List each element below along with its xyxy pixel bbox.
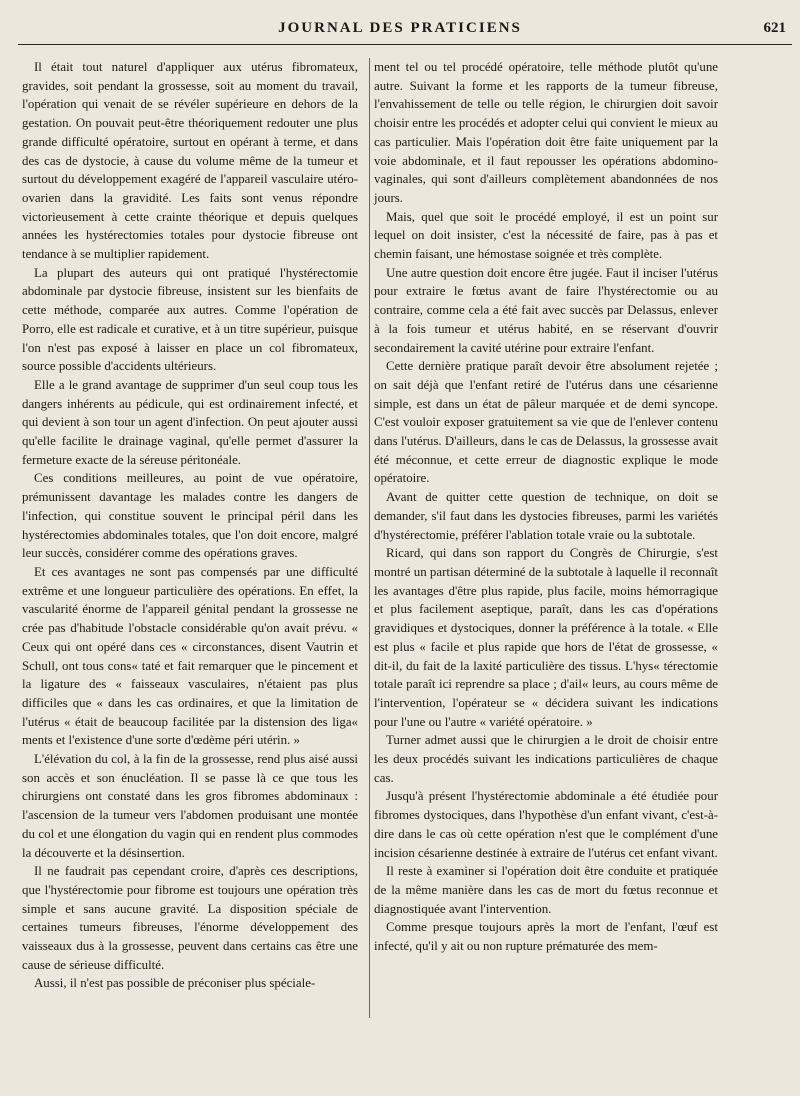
journal-title: JOURNAL DES PRATICIENS (278, 20, 522, 36)
paragraph: Aussi, il n'est pas possible de préconiser plus spéciale- (34, 976, 316, 991)
paragraph: L'élévation du col, à la fin de la grossesse, rend plus aisé aussi son accès et son énucléation. Il se passe là ce que tous les chirurgiens ont constaté dans les gros fibromes abdominaux : l'ascension de la tumeur vers l'abdomen produisant une montée du col et une élongation du vagin qui en rendent plus commodes la découverte et la désinsertion. (22, 752, 358, 860)
paragraph: ment tel ou tel procédé opératoire, telle méthode plutôt qu'une autre. Suivant la forme et les rapports de la tumeur fibreuse, l'envahissement de telle ou telle région, le chirurgien doit savoir choisir entre les procédés et adopter celui qui convient le mieux au cas particulier. Mais l'opération doit être faite uniquement par la voie abdominale, et il faut repousser les opérations abdomino-vaginales, qui sont d'ailleurs complètement abandonnées de nos jours. (374, 60, 718, 205)
paragraph: Cette dernière pratique paraît devoir être absolument rejetée ; on sait déjà que l'enfant retiré de l'utérus dans une césarienne simple, est dans un état de pâleur marquée et de demi syncope. C'est vouloir exposer gratuitement sa vie que de l'enlever contenu dans l'utérus. D'ailleurs, dans le cas de Delassus, la grossesse avait été méconnue, et cette erreur de diagnostic explique le mode opératoire. (374, 359, 718, 486)
paragraph: Et ces avantages ne sont pas compensés par une difficulté extrême et une longueur particulière des opérations. En effet, la vascularité énorme de l'appareil génital pendant la grossesse ne crée pas d'habitude l'obstacle considérable qu'on avait prévu. « Ceux qui ont opéré dans ces « circonstances, disent Vautrin et Schull, ont tous cons« taté et fait remarquer que le pincement et la ligature des « faisseaux vasculaires, n'étaient pas plus difficiles que « dans les cas ordinaires, et que la limitation de l'utérus « était de beaucoup facilitée par la distension des liga« ments et l'existence d'une sorte d'œdème péri utérin. » (22, 564, 358, 748)
paragraph: Il ne faudrait pas cependant croire, d'après ces descriptions, que l'hystérectomie pour fibrome est toujours une opération très simple et sans aucune gravité. La disposition spéciale de certaines tumeurs fibreuses, l'énorme développement des vaisseaux dus à la grossesse, peuvent dans certains cas être une cause de sérieuse difficulté. (22, 864, 358, 972)
header-rule (18, 44, 792, 45)
paragraph: Une autre question doit encore être jugée. Faut il inciser l'utérus pour extraire le fœtus avant de faire l'hystérectomie ou au contraire, comme cela a été fait avec succès par Delassus, enlever à la fois tumeur et utérus habité, en se réservant d'ouvrir secondairement la cavité utérine pour extraire l'enfant. (374, 265, 718, 355)
page-number: 621 (763, 20, 786, 36)
paragraph: Turner admet aussi que le chirurgien a le droit de choisir entre les deux procédés suivant les indications particulières de chaque cas. (374, 733, 718, 785)
paragraph: Il reste à examiner si l'opération doit être conduite et pratiquée de la même manière dans les cas de mort du fœtus reconnue et diagnostiquée avant l'intervention. (374, 864, 718, 916)
paragraph: Il était tout naturel d'appliquer aux utérus fibromateux, gravides, soit pendant la grossesse, soit au moment du travail, l'opération qui venait de se révéler supérieure en dehors de la gestation. On pouvait peut-être théoriquement redouter une plus grande difficulté opératoire, surtout en opérant à terme, et dans des cas de dystocie, à cause du volume même de la tumeur et surtout du développement exagéré de l'appareil vasculaire utéro-ovarien dans la gravidité. Les faits sont venus répondre victorieusement à cette crainte théorique et depuis quelques années les hystérectomies totales pour dystocie fibreuse ont tendance à se multiplier rapidement. (22, 60, 358, 262)
paragraph: Comme presque toujours après la mort de l'enfant, l'œuf est infecté, qu'il y ait ou non rupture prématurée des mem- (374, 920, 718, 954)
left-column (22, 58, 358, 993)
running-header (0, 0, 800, 46)
column-divider (369, 58, 370, 1018)
paragraph: Jusqu'à présent l'hystérectomie abdominale a été étudiée pour fibromes dystociques, dans l'hypothèse d'un enfant vivant, c'est-à-dire dans le cas où cette opération n'est que le complément d'une incision césarienne destinée à extraire de l'utérus cet enfant vivant. (374, 789, 718, 860)
paragraph: Ces conditions meilleures, au point de vue opératoire, prémunissent davantage les malades contre les dangers de l'infection, qui constitue souvent le principal péril dans les hystérectomies abdominales totales, que l'on doit encore, malgré leur succès, considérer comme des opérations graves. (22, 471, 358, 561)
paragraph: Ricard, qui dans son rapport du Congrès de Chirurgie, s'est montré un partisan déterminé de la subtotale à laquelle il reconnaît les avantages d'être plus rapide, plus facile, moins hémorragique et plus facilement aseptique, paraît, dans les cas d'opérations gravidiques et dystociques, donner la préférence à la totale. « Elle est plus « facile et plus rapide que hors de l'état de grossesse, « dit-il, du fait de la laxité particulière des tissus. L'hys« térectomie totale paraît ici reprendre sa place ; d'ail« leurs, au cours même de l'intervention, l'opérateur se « décidera suivant les indications pour l'une ou l'autre « variété opératoire. » (374, 546, 718, 729)
paragraph: La plupart des auteurs qui ont pratiqué l'hystérectomie abdominale par dystocie fibreuse, insistent sur les bienfaits de cette méthode, comparée aux autres. Comme l'opération de Porro, elle est radicale et curative, et à un titre supérieur, puisque l'on n'est pas exposé à laisser en place un col fibromateux, source possible d'accidents ultérieurs. (22, 265, 358, 374)
paragraph: Mais, quel que soit le procédé employé, il est un point sur lequel on doit insister, c'est la nécessité de faire, pas à pas et chemin faisant, une hémostase soignée et très complète. (374, 209, 718, 262)
paragraph: Elle a le grand avantage de supprimer d'un seul coup tous les dangers inhérents au pédicule, qui est ordinairement infecté, et qui devient à son tour un agent d'infection. On peut ajouter aussi qu'elle facilite le drainage vaginal, qu'elle permet d'assurer la fermeture exacte de la séreuse péritonéale. (22, 377, 358, 467)
right-column (374, 58, 718, 956)
paragraph: Avant de quitter cette question de technique, on doit se demander, s'il faut dans les dystocies fibreuses, parmi les variétés d'hystérectomie, préférer l'ablation totale vraie ou la subtotale. (374, 490, 718, 542)
